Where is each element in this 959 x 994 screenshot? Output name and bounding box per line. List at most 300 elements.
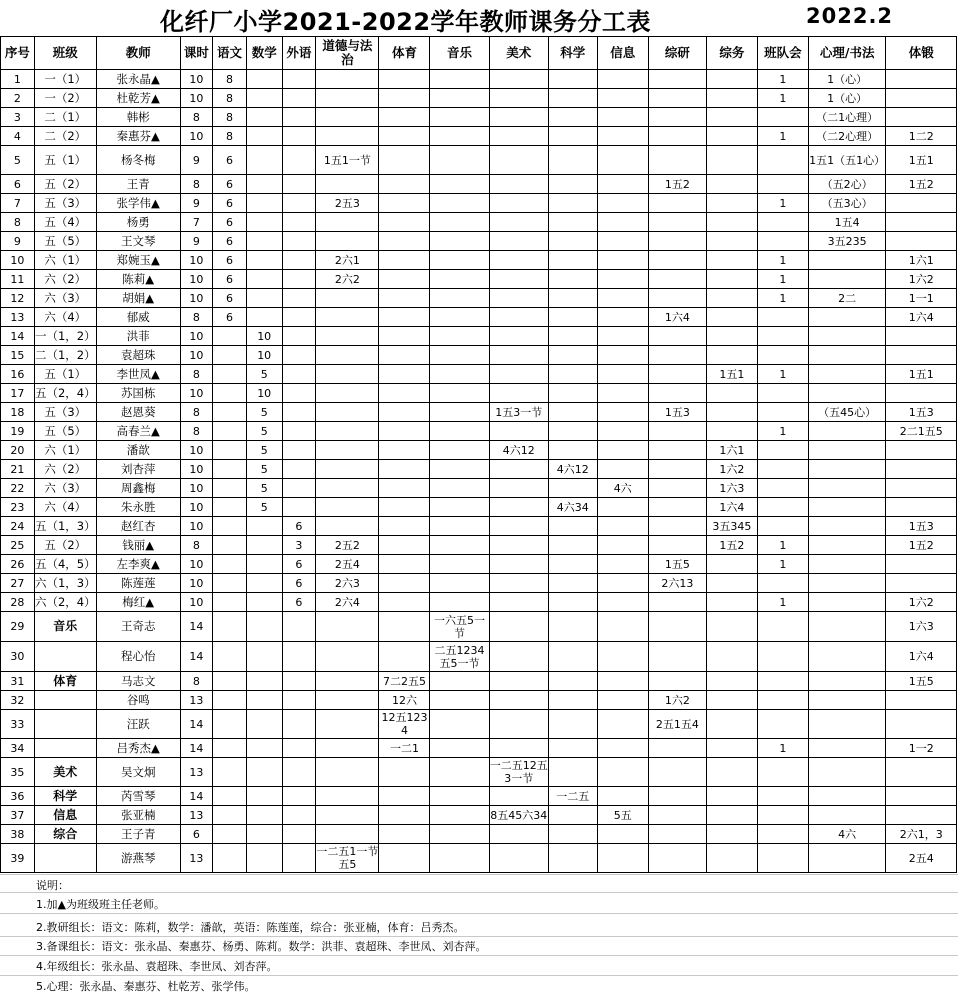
cell-music (430, 232, 489, 251)
cell-pe (379, 403, 430, 422)
cell-psych-calligraphy (808, 517, 886, 536)
cell-pe (379, 308, 430, 327)
cell-chinese: 6 (213, 213, 247, 232)
cell-science (548, 672, 597, 691)
cell-ethics: 1五1一节 (316, 146, 379, 175)
cell-exercise: 2二1五5 (886, 422, 957, 441)
cell-art (489, 127, 548, 146)
cell-index: 17 (1, 384, 35, 403)
cell-zongyan (648, 194, 706, 213)
cell-psych-calligraphy: 1五1（五1心） (808, 146, 886, 175)
cell-chinese: 6 (213, 251, 247, 270)
cell-psych-calligraphy (808, 612, 886, 642)
cell-ethics: 2五3 (316, 194, 379, 213)
cell-art (489, 384, 548, 403)
cell-zongyan (648, 517, 706, 536)
cell-exercise: 1五1 (886, 146, 957, 175)
cell-zongwu (706, 308, 757, 327)
cell-english (282, 213, 316, 232)
cell-pe: 一二1 (379, 739, 430, 758)
cell-hours: 10 (180, 251, 213, 270)
cell-pe: 12六 (379, 691, 430, 710)
cell-science (548, 70, 597, 89)
cell-hours: 9 (180, 194, 213, 213)
cell-psych-calligraphy (808, 441, 886, 460)
cell-teacher: 杜乾芳▲ (96, 89, 180, 108)
cell-it (597, 672, 648, 691)
cell-zongwu: 1六1 (706, 441, 757, 460)
cell-teacher: 洪菲 (96, 327, 180, 346)
cell-zongwu (706, 127, 757, 146)
cell-psych-calligraphy (808, 574, 886, 593)
cell-exercise: 1六2 (886, 270, 957, 289)
cell-zongwu (706, 108, 757, 127)
cell-class-meeting (757, 517, 808, 536)
cell-pe (379, 70, 430, 89)
cell-hours: 14 (180, 787, 213, 806)
cell-it (597, 787, 648, 806)
cell-math: 5 (246, 422, 282, 441)
cell-science (548, 108, 597, 127)
header-index: 序号 (1, 37, 35, 70)
cell-class: 音乐 (34, 612, 96, 642)
cell-psych-calligraphy: （五3心） (808, 194, 886, 213)
cell-zongwu (706, 593, 757, 612)
cell-english (282, 108, 316, 127)
cell-math: 5 (246, 441, 282, 460)
cell-it (597, 574, 648, 593)
cell-hours: 14 (180, 739, 213, 758)
cell-teacher: 吴文炯 (96, 758, 180, 787)
cell-pe (379, 593, 430, 612)
cell-class: 六（3） (34, 289, 96, 308)
cell-ethics (316, 739, 379, 758)
cell-english (282, 710, 316, 739)
cell-psych-calligraphy (808, 806, 886, 825)
table-row (1, 758, 957, 787)
header-teacher: 教师 (96, 37, 180, 70)
cell-zongwu (706, 806, 757, 825)
cell-teacher: 王子青 (96, 825, 180, 844)
cell-class: 五（2） (34, 536, 96, 555)
cell-zongwu (706, 612, 757, 642)
cell-exercise (886, 70, 957, 89)
cell-math (246, 536, 282, 555)
cell-ethics (316, 403, 379, 422)
cell-class: 六（2） (34, 270, 96, 289)
cell-teacher: 梅红▲ (96, 593, 180, 612)
cell-exercise (886, 758, 957, 787)
cell-it (597, 691, 648, 710)
cell-english (282, 691, 316, 710)
table-row (1, 536, 957, 555)
cell-math (246, 806, 282, 825)
cell-music (430, 346, 489, 365)
cell-pe (379, 251, 430, 270)
cell-ethics (316, 691, 379, 710)
cell-class: 五（2，4） (34, 384, 96, 403)
cell-class-meeting (757, 327, 808, 346)
cell-index: 20 (1, 441, 35, 460)
cell-exercise (886, 691, 957, 710)
cell-music (430, 194, 489, 213)
cell-art (489, 270, 548, 289)
cell-exercise (886, 479, 957, 498)
cell-chinese (213, 460, 247, 479)
cell-zongyan (648, 672, 706, 691)
cell-zongwu (706, 70, 757, 89)
cell-teacher: 杨冬梅 (96, 146, 180, 175)
table-row (1, 574, 957, 593)
cell-psych-calligraphy: 1（心） (808, 70, 886, 89)
cell-hours: 8 (180, 422, 213, 441)
cell-art (489, 346, 548, 365)
cell-chinese (213, 806, 247, 825)
cell-pe (379, 441, 430, 460)
cell-music (430, 479, 489, 498)
cell-psych-calligraphy (808, 593, 886, 612)
cell-psych-calligraphy (808, 672, 886, 691)
cell-it (597, 642, 648, 672)
cell-music (430, 710, 489, 739)
cell-ethics (316, 70, 379, 89)
cell-pe (379, 346, 430, 365)
cell-pe (379, 213, 430, 232)
cell-hours: 7 (180, 213, 213, 232)
cell-teacher: 秦惠芬▲ (96, 127, 180, 146)
cell-class: 六（4） (34, 498, 96, 517)
table-row (1, 146, 957, 175)
cell-music (430, 89, 489, 108)
cell-art (489, 232, 548, 251)
cell-teacher: 郁威 (96, 308, 180, 327)
cell-teacher: 钱丽▲ (96, 536, 180, 555)
cell-science (548, 403, 597, 422)
cell-hours: 8 (180, 365, 213, 384)
cell-index: 24 (1, 517, 35, 536)
cell-class (34, 739, 96, 758)
cell-english (282, 346, 316, 365)
cell-psych-calligraphy (808, 479, 886, 498)
cell-zongyan (648, 146, 706, 175)
cell-hours: 10 (180, 555, 213, 574)
cell-music (430, 555, 489, 574)
cell-index: 39 (1, 844, 35, 873)
cell-zongyan (648, 536, 706, 555)
cell-chinese: 6 (213, 232, 247, 251)
cell-exercise: 1六1 (886, 251, 957, 270)
cell-exercise: 1五3 (886, 403, 957, 422)
header-hours: 课时 (180, 37, 213, 70)
cell-class-meeting (757, 441, 808, 460)
cell-hours: 13 (180, 844, 213, 873)
cell-ethics (316, 108, 379, 127)
cell-exercise (886, 460, 957, 479)
cell-art (489, 612, 548, 642)
cell-chinese (213, 612, 247, 642)
cell-class: 科学 (34, 787, 96, 806)
cell-art (489, 327, 548, 346)
cell-hours: 10 (180, 89, 213, 108)
cell-chinese (213, 739, 247, 758)
cell-hours: 8 (180, 175, 213, 194)
cell-exercise: 1五2 (886, 536, 957, 555)
cell-pe (379, 517, 430, 536)
cell-math: 5 (246, 479, 282, 498)
cell-psych-calligraphy: （二1心理） (808, 108, 886, 127)
cell-math: 5 (246, 403, 282, 422)
cell-pe (379, 146, 430, 175)
cell-class: 五（4） (34, 213, 96, 232)
cell-zongyan (648, 612, 706, 642)
cell-music (430, 460, 489, 479)
cell-zongyan (648, 289, 706, 308)
cell-class: 六（4） (34, 308, 96, 327)
cell-class: 五（1） (34, 146, 96, 175)
cell-class: 六（1） (34, 441, 96, 460)
cell-index: 36 (1, 787, 35, 806)
cell-hours: 13 (180, 691, 213, 710)
table-row (1, 308, 957, 327)
cell-music (430, 327, 489, 346)
cell-science (548, 555, 597, 574)
cell-zongyan (648, 213, 706, 232)
cell-chinese (213, 593, 247, 612)
cell-zongyan (648, 422, 706, 441)
cell-art (489, 593, 548, 612)
page-title: 化纤厂小学2021-2022学年教师课务分工表 (160, 8, 652, 36)
cell-zongyan (648, 593, 706, 612)
cell-psych-calligraphy (808, 327, 886, 346)
cell-music (430, 127, 489, 146)
cell-math (246, 70, 282, 89)
cell-english (282, 422, 316, 441)
cell-hours: 10 (180, 270, 213, 289)
cell-index: 35 (1, 758, 35, 787)
cell-it (597, 251, 648, 270)
cell-english (282, 642, 316, 672)
cell-art: 1五3一节 (489, 403, 548, 422)
cell-exercise: 1五3 (886, 517, 957, 536)
cell-music (430, 365, 489, 384)
cell-art (489, 574, 548, 593)
table-row (1, 612, 957, 642)
table-row (1, 70, 957, 89)
cell-class-meeting: 1 (757, 289, 808, 308)
cell-it (597, 612, 648, 642)
cell-math (246, 146, 282, 175)
cell-class-meeting (757, 758, 808, 787)
cell-teacher: 袁超珠 (96, 346, 180, 365)
cell-psych-calligraphy: （二2心理） (808, 127, 886, 146)
cell-class: 五（1） (34, 365, 96, 384)
cell-art (489, 70, 548, 89)
cell-ethics (316, 441, 379, 460)
cell-zongyan (648, 758, 706, 787)
cell-math (246, 251, 282, 270)
cell-index: 13 (1, 308, 35, 327)
cell-art (489, 365, 548, 384)
cell-hours: 10 (180, 460, 213, 479)
cell-class-meeting (757, 479, 808, 498)
cell-hours: 8 (180, 672, 213, 691)
cell-index: 12 (1, 289, 35, 308)
cell-class: 二（2） (34, 127, 96, 146)
cell-music (430, 739, 489, 758)
cell-class-meeting: 1 (757, 739, 808, 758)
table-row (1, 739, 957, 758)
cell-exercise (886, 384, 957, 403)
cell-it (597, 108, 648, 127)
note-1: 1.加▲为班级班主任老师。 (36, 898, 165, 911)
cell-chinese (213, 672, 247, 691)
cell-music (430, 574, 489, 593)
cell-music: 二五1234五5一节 (430, 642, 489, 672)
cell-music (430, 844, 489, 873)
table-row (1, 327, 957, 346)
cell-index: 18 (1, 403, 35, 422)
cell-chinese: 6 (213, 270, 247, 289)
cell-art (489, 460, 548, 479)
cell-ethics (316, 479, 379, 498)
cell-music (430, 825, 489, 844)
note-4: 4.年级组长：张永晶、袁超珠、李世凤、刘杏萍。 (36, 960, 278, 973)
cell-ethics (316, 758, 379, 787)
cell-art (489, 642, 548, 672)
cell-english (282, 365, 316, 384)
cell-pe (379, 612, 430, 642)
cell-psych-calligraphy (808, 270, 886, 289)
cell-science (548, 346, 597, 365)
cell-english (282, 89, 316, 108)
cell-index: 34 (1, 739, 35, 758)
cell-index: 19 (1, 422, 35, 441)
table-row (1, 517, 957, 536)
cell-psych-calligraphy (808, 251, 886, 270)
cell-ethics (316, 787, 379, 806)
cell-index: 1 (1, 70, 35, 89)
cell-it (597, 365, 648, 384)
cell-it (597, 327, 648, 346)
cell-teacher: 芮雪琴 (96, 787, 180, 806)
cell-class-meeting (757, 108, 808, 127)
cell-class-meeting: 1 (757, 422, 808, 441)
cell-class: 五（3） (34, 403, 96, 422)
cell-zongyan (648, 127, 706, 146)
cell-chinese: 6 (213, 146, 247, 175)
table-row (1, 403, 957, 422)
cell-music (430, 787, 489, 806)
cell-ethics (316, 612, 379, 642)
cell-science (548, 691, 597, 710)
cell-pe (379, 422, 430, 441)
cell-class (34, 642, 96, 672)
cell-chinese (213, 327, 247, 346)
header-zongwu: 综务 (706, 37, 757, 70)
cell-pe (379, 479, 430, 498)
cell-math: 5 (246, 498, 282, 517)
cell-hours: 10 (180, 70, 213, 89)
cell-math (246, 213, 282, 232)
cell-chinese (213, 825, 247, 844)
cell-english (282, 127, 316, 146)
cell-hours: 10 (180, 498, 213, 517)
cell-pe (379, 365, 430, 384)
cell-hours: 10 (180, 593, 213, 612)
cell-hours: 10 (180, 289, 213, 308)
cell-teacher: 杨勇 (96, 213, 180, 232)
cell-math (246, 593, 282, 612)
cell-teacher: 陈莲莲 (96, 574, 180, 593)
cell-pe (379, 460, 430, 479)
cell-exercise: 1六4 (886, 642, 957, 672)
cell-science (548, 146, 597, 175)
cell-music (430, 422, 489, 441)
cell-ethics: 2六2 (316, 270, 379, 289)
notes-heading: 说明： (36, 879, 69, 892)
cell-zongwu (706, 403, 757, 422)
cell-pe (379, 844, 430, 873)
cell-ethics (316, 89, 379, 108)
cell-chinese (213, 787, 247, 806)
cell-pe (379, 555, 430, 574)
cell-psych-calligraphy (808, 710, 886, 739)
cell-pe (379, 758, 430, 787)
cell-math: 10 (246, 346, 282, 365)
cell-it (597, 710, 648, 739)
cell-class-meeting (757, 146, 808, 175)
cell-exercise (886, 194, 957, 213)
cell-class-meeting: 1 (757, 251, 808, 270)
cell-it (597, 127, 648, 146)
cell-it (597, 460, 648, 479)
cell-index: 38 (1, 825, 35, 844)
cell-it (597, 536, 648, 555)
cell-psych-calligraphy (808, 460, 886, 479)
cell-pe (379, 289, 430, 308)
cell-science (548, 844, 597, 873)
cell-exercise (886, 555, 957, 574)
cell-hours: 10 (180, 127, 213, 146)
cell-pe (379, 127, 430, 146)
cell-zongwu: 1六2 (706, 460, 757, 479)
cell-english (282, 612, 316, 642)
cell-it (597, 89, 648, 108)
cell-science (548, 251, 597, 270)
cell-pe (379, 642, 430, 672)
cell-hours: 8 (180, 403, 213, 422)
table-row (1, 194, 957, 213)
cell-ethics: 2五2 (316, 536, 379, 555)
cell-music (430, 403, 489, 422)
cell-zongwu (706, 555, 757, 574)
cell-pe (379, 787, 430, 806)
cell-science (548, 213, 597, 232)
cell-zongyan (648, 441, 706, 460)
cell-english: 6 (282, 555, 316, 574)
cell-music (430, 146, 489, 175)
cell-class: 五（5） (34, 232, 96, 251)
cell-class: 综合 (34, 825, 96, 844)
cell-pe (379, 825, 430, 844)
header-exercise: 体锻 (886, 37, 957, 70)
cell-ethics (316, 289, 379, 308)
cell-chinese (213, 498, 247, 517)
cell-ethics (316, 327, 379, 346)
cell-psych-calligraphy: （五2心） (808, 175, 886, 194)
header-it: 信息 (597, 37, 648, 70)
cell-it (597, 232, 648, 251)
